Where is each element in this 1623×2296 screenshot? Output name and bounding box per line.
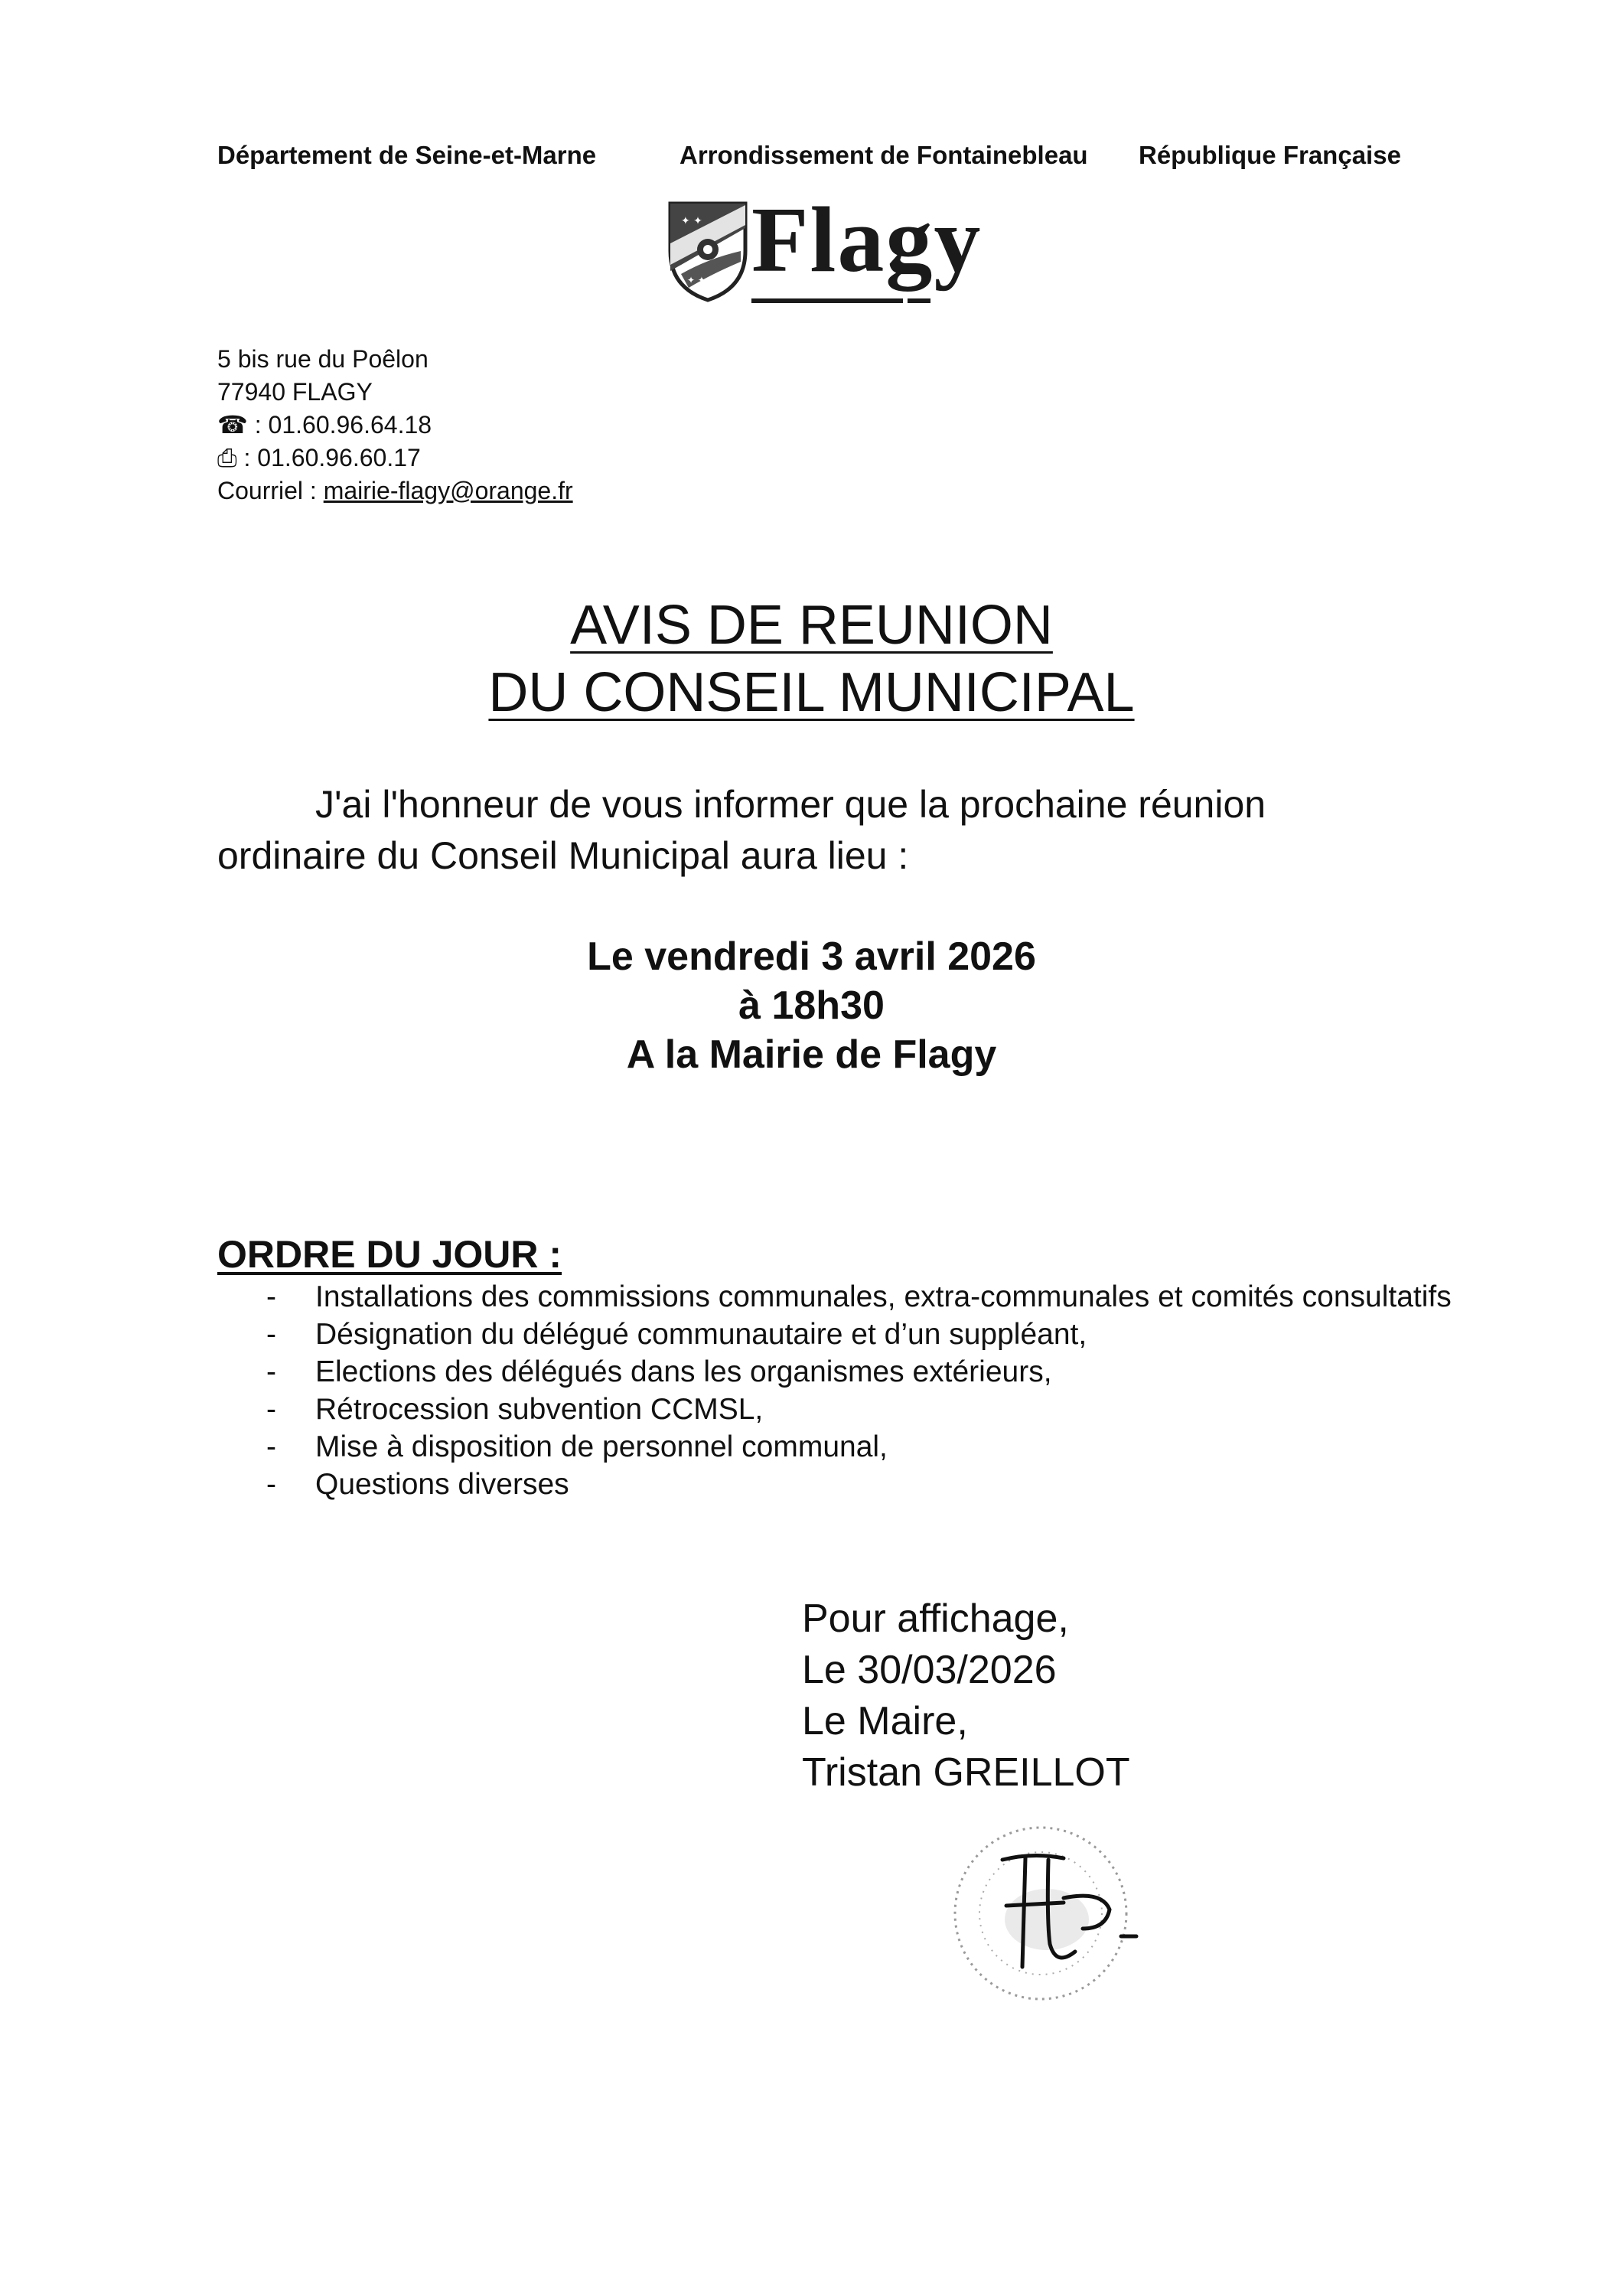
logo-underline bbox=[751, 298, 903, 303]
signature-block bbox=[802, 1593, 1130, 1799]
agenda-heading: ORDRE DU JOUR : bbox=[217, 1233, 562, 1276]
logo-wordmark: Flagy bbox=[751, 188, 983, 292]
agenda-list bbox=[260, 1278, 1454, 1503]
title-line-2: DU CONSEIL MUNICIPAL bbox=[488, 662, 1135, 723]
flagy-logo bbox=[666, 188, 1025, 312]
header-departement: Département de Seine-et-Marne bbox=[217, 141, 597, 169]
meeting-details bbox=[0, 932, 1623, 1079]
mairie-stamp bbox=[949, 1814, 1148, 2013]
address-city: 77940 FLAGY bbox=[217, 378, 373, 406]
address-fax bbox=[217, 442, 573, 475]
logo-underline-tail bbox=[908, 298, 930, 303]
email-label: Courriel : bbox=[217, 477, 324, 504]
address-phone bbox=[217, 409, 573, 442]
signature-date: Le 30/03/2026 bbox=[802, 1648, 1057, 1692]
signature-name: Tristan GREILLOT bbox=[802, 1750, 1130, 1795]
fax-number: : 01.60.96.60.17 bbox=[243, 444, 421, 471]
list-item: - Mise à disposition de personnel communal, bbox=[260, 1428, 1454, 1466]
intro-line-1: J'ai l'honneur de vous informer que la prochaine réunion bbox=[315, 783, 1266, 826]
address-block bbox=[217, 343, 573, 507]
list-item: - Questions diverses bbox=[260, 1466, 1454, 1503]
signature-line-1: Pour affichage, bbox=[802, 1596, 1069, 1641]
list-item: - Rétrocession subvention CCMSL, bbox=[260, 1391, 1454, 1428]
meeting-place: A la Mairie de Flagy bbox=[626, 1032, 997, 1077]
list-item: - Désignation du délégué communautaire et d’un suppléant, bbox=[260, 1316, 1454, 1353]
address-street: 5 bis rue du Poêlon bbox=[217, 345, 429, 373]
intro-paragraph bbox=[217, 779, 1442, 882]
address-email bbox=[217, 475, 573, 507]
fax-icon: ⎙ bbox=[217, 444, 237, 471]
header-republique: République Française bbox=[1139, 141, 1401, 169]
coat-of-arms-icon bbox=[666, 197, 750, 305]
intro-line-2: ordinaire du Conseil Municipal aura lieu : bbox=[217, 834, 909, 877]
email-link[interactable]: mairie-flagy@orange.fr bbox=[323, 477, 573, 504]
list-item: - Elections des délégués dans les organismes extérieurs, bbox=[260, 1353, 1454, 1391]
signature-role: Le Maire, bbox=[802, 1699, 968, 1743]
telephone-icon: ☎ bbox=[217, 411, 248, 439]
header-arrondissement: Arrondissement de Fontainebleau bbox=[680, 141, 1088, 169]
title-line-1: AVIS DE REUNION bbox=[570, 595, 1053, 656]
svg-text:✦ ✦: ✦ ✦ bbox=[687, 275, 706, 285]
meeting-time: à 18h30 bbox=[738, 983, 885, 1028]
list-item: - Installations des commissions communales, extra-communales et comités consultatifs bbox=[260, 1278, 1454, 1316]
svg-text:✦ ✦: ✦ ✦ bbox=[681, 215, 702, 227]
meeting-date: Le vendredi 3 avril 2026 bbox=[587, 934, 1036, 979]
phone-number: : 01.60.96.64.18 bbox=[254, 411, 432, 439]
